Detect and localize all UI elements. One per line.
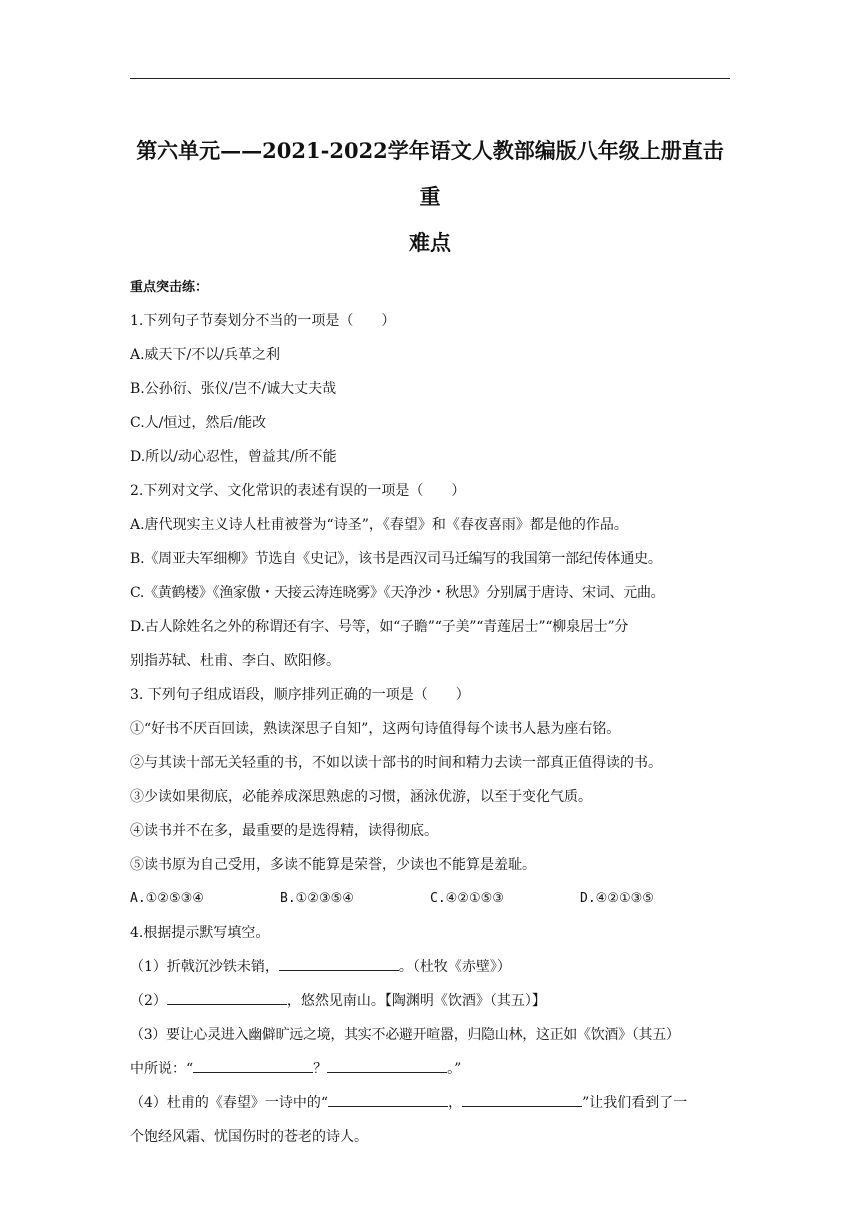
q3-stem: 3. 下列句子组成语段，顺序排列正确的一项是（ ） — [130, 687, 470, 703]
q1-option-a: A.威天下/不以/兵革之利 — [130, 347, 280, 363]
q4-item-4-blank-2[interactable] — [462, 1092, 582, 1107]
q4-item-4-suffix: ”让我们看到了一 — [582, 1095, 688, 1111]
q4-item-2 — [130, 984, 730, 1018]
q4-item-1 — [130, 950, 730, 984]
title-line-2: 难点 — [409, 230, 451, 255]
q1-option-c: C.人/恒过，然后/能改 — [130, 415, 267, 431]
q4-item-4-line1 — [130, 1086, 730, 1120]
q1-option-d: D.所以/动心忍性，曾益其/所不能 — [130, 449, 337, 465]
q1-stem: 1.下列句子节奏划分不当的一项是（ ） — [130, 313, 396, 329]
document-title — [130, 128, 730, 266]
q1-option-b: B.公孙衍、张仪/岂不/诚大丈夫哉 — [130, 381, 337, 397]
title-line-1: 第六单元——2021-2022学年语文人教部编版八年级上册直击重 — [136, 138, 724, 209]
q4-item-3-separator: ？ — [313, 1061, 328, 1077]
q3-option-d: D.④②①③⑤ — [580, 891, 654, 906]
q4-item-4-blank-1[interactable] — [328, 1092, 448, 1107]
q3-options — [130, 882, 730, 916]
q2-option-b: B.《周亚夫军细柳》节选自《史记》，该书是西汉司马迁编写的我国第一部纪传体通史。 — [130, 551, 662, 567]
q4-item-3-suffix: 。” — [447, 1061, 462, 1077]
q4-item-4-separator: ， — [448, 1095, 463, 1111]
q4-item-3-blank-1[interactable] — [193, 1058, 313, 1073]
q3-sentence-3: ③少读如果彻底，必能养成深思熟虑的习惯，涵泳优游，以至于变化气质。 — [130, 789, 592, 805]
q2-option-a: A.唐代现实主义诗人杜甫被誉为“诗圣”，《春望》和《春夜喜雨》都是他的作品。 — [130, 517, 628, 533]
q3-sentence-1: ①“好书不厌百回读，熟读深思子自知”，这两句诗值得每个读书人悬为座右铭。 — [130, 721, 621, 737]
q4-item-4-line2: 个饱经风霜、忧国伤时的苍老的诗人。 — [130, 1129, 368, 1145]
q3-option-a: A.①②⑤③④ — [130, 891, 204, 906]
section-heading: 重点突击练： — [130, 280, 209, 295]
q2-stem: 2.下列对文学、文化常识的表述有误的一项是（ ） — [130, 483, 466, 499]
q2-option-d-line2: 别指苏轼、杜甫、李白、欧阳修。 — [130, 653, 340, 669]
q4-item-1-blank[interactable] — [279, 956, 399, 971]
q3-sentence-2: ②与其读十部无关轻重的书，不如以读十部书的时间和精力去读一部真正值得读的书。 — [130, 755, 662, 771]
q4-stem: 4.根据提示默写填空。 — [130, 925, 270, 941]
q3-option-c: C.④②①⑤③ — [430, 891, 504, 906]
q4-item-1-prefix: （1）折戟沉沙铁未销， — [130, 959, 279, 975]
document-body — [130, 128, 730, 1154]
q3-sentence-5: ⑤读书原为自己受用，多读不能算是荣誉，少读也不能算是羞耻。 — [130, 857, 536, 873]
q4-item-2-blank[interactable] — [167, 990, 287, 1005]
q4-item-1-suffix: 。（杜牧《赤壁》） — [398, 959, 511, 975]
q3-option-b: B.①②③⑤④ — [280, 891, 354, 906]
q4-item-3-blank-2[interactable] — [327, 1058, 447, 1073]
q4-item-3-line1: （3）要让心灵进入幽僻旷远之境，其实不必避开喧嚣，归隐山林，这正如《饮酒》（其五） — [130, 1027, 680, 1043]
q4-item-3-prefix: 中所说：“ — [130, 1061, 194, 1077]
q4-item-4-prefix: （4）杜甫的《春望》一诗中的“ — [130, 1095, 329, 1111]
q2-option-c: C.《黄鹤楼》《渔家傲・天接云涛连晓雾》《天净沙・秋思》分别属于唐诗、宋词、元曲。 — [130, 585, 665, 601]
q3-sentence-4: ④读书并不在多，最重要的是选得精，读得彻底。 — [130, 823, 438, 839]
q4-item-3-line2 — [130, 1052, 730, 1086]
q2-option-d-line1: D.古人除姓名之外的称谓还有字、号等，如“子瞻”“子美”“青莲居士”“柳泉居士”分 — [130, 619, 629, 635]
q4-item-2-prefix: （2） — [130, 993, 167, 1009]
q4-item-2-suffix: ，悠然见南山。【陶渊明《饮酒》（其五）】 — [286, 993, 546, 1009]
header-rule — [130, 78, 730, 79]
